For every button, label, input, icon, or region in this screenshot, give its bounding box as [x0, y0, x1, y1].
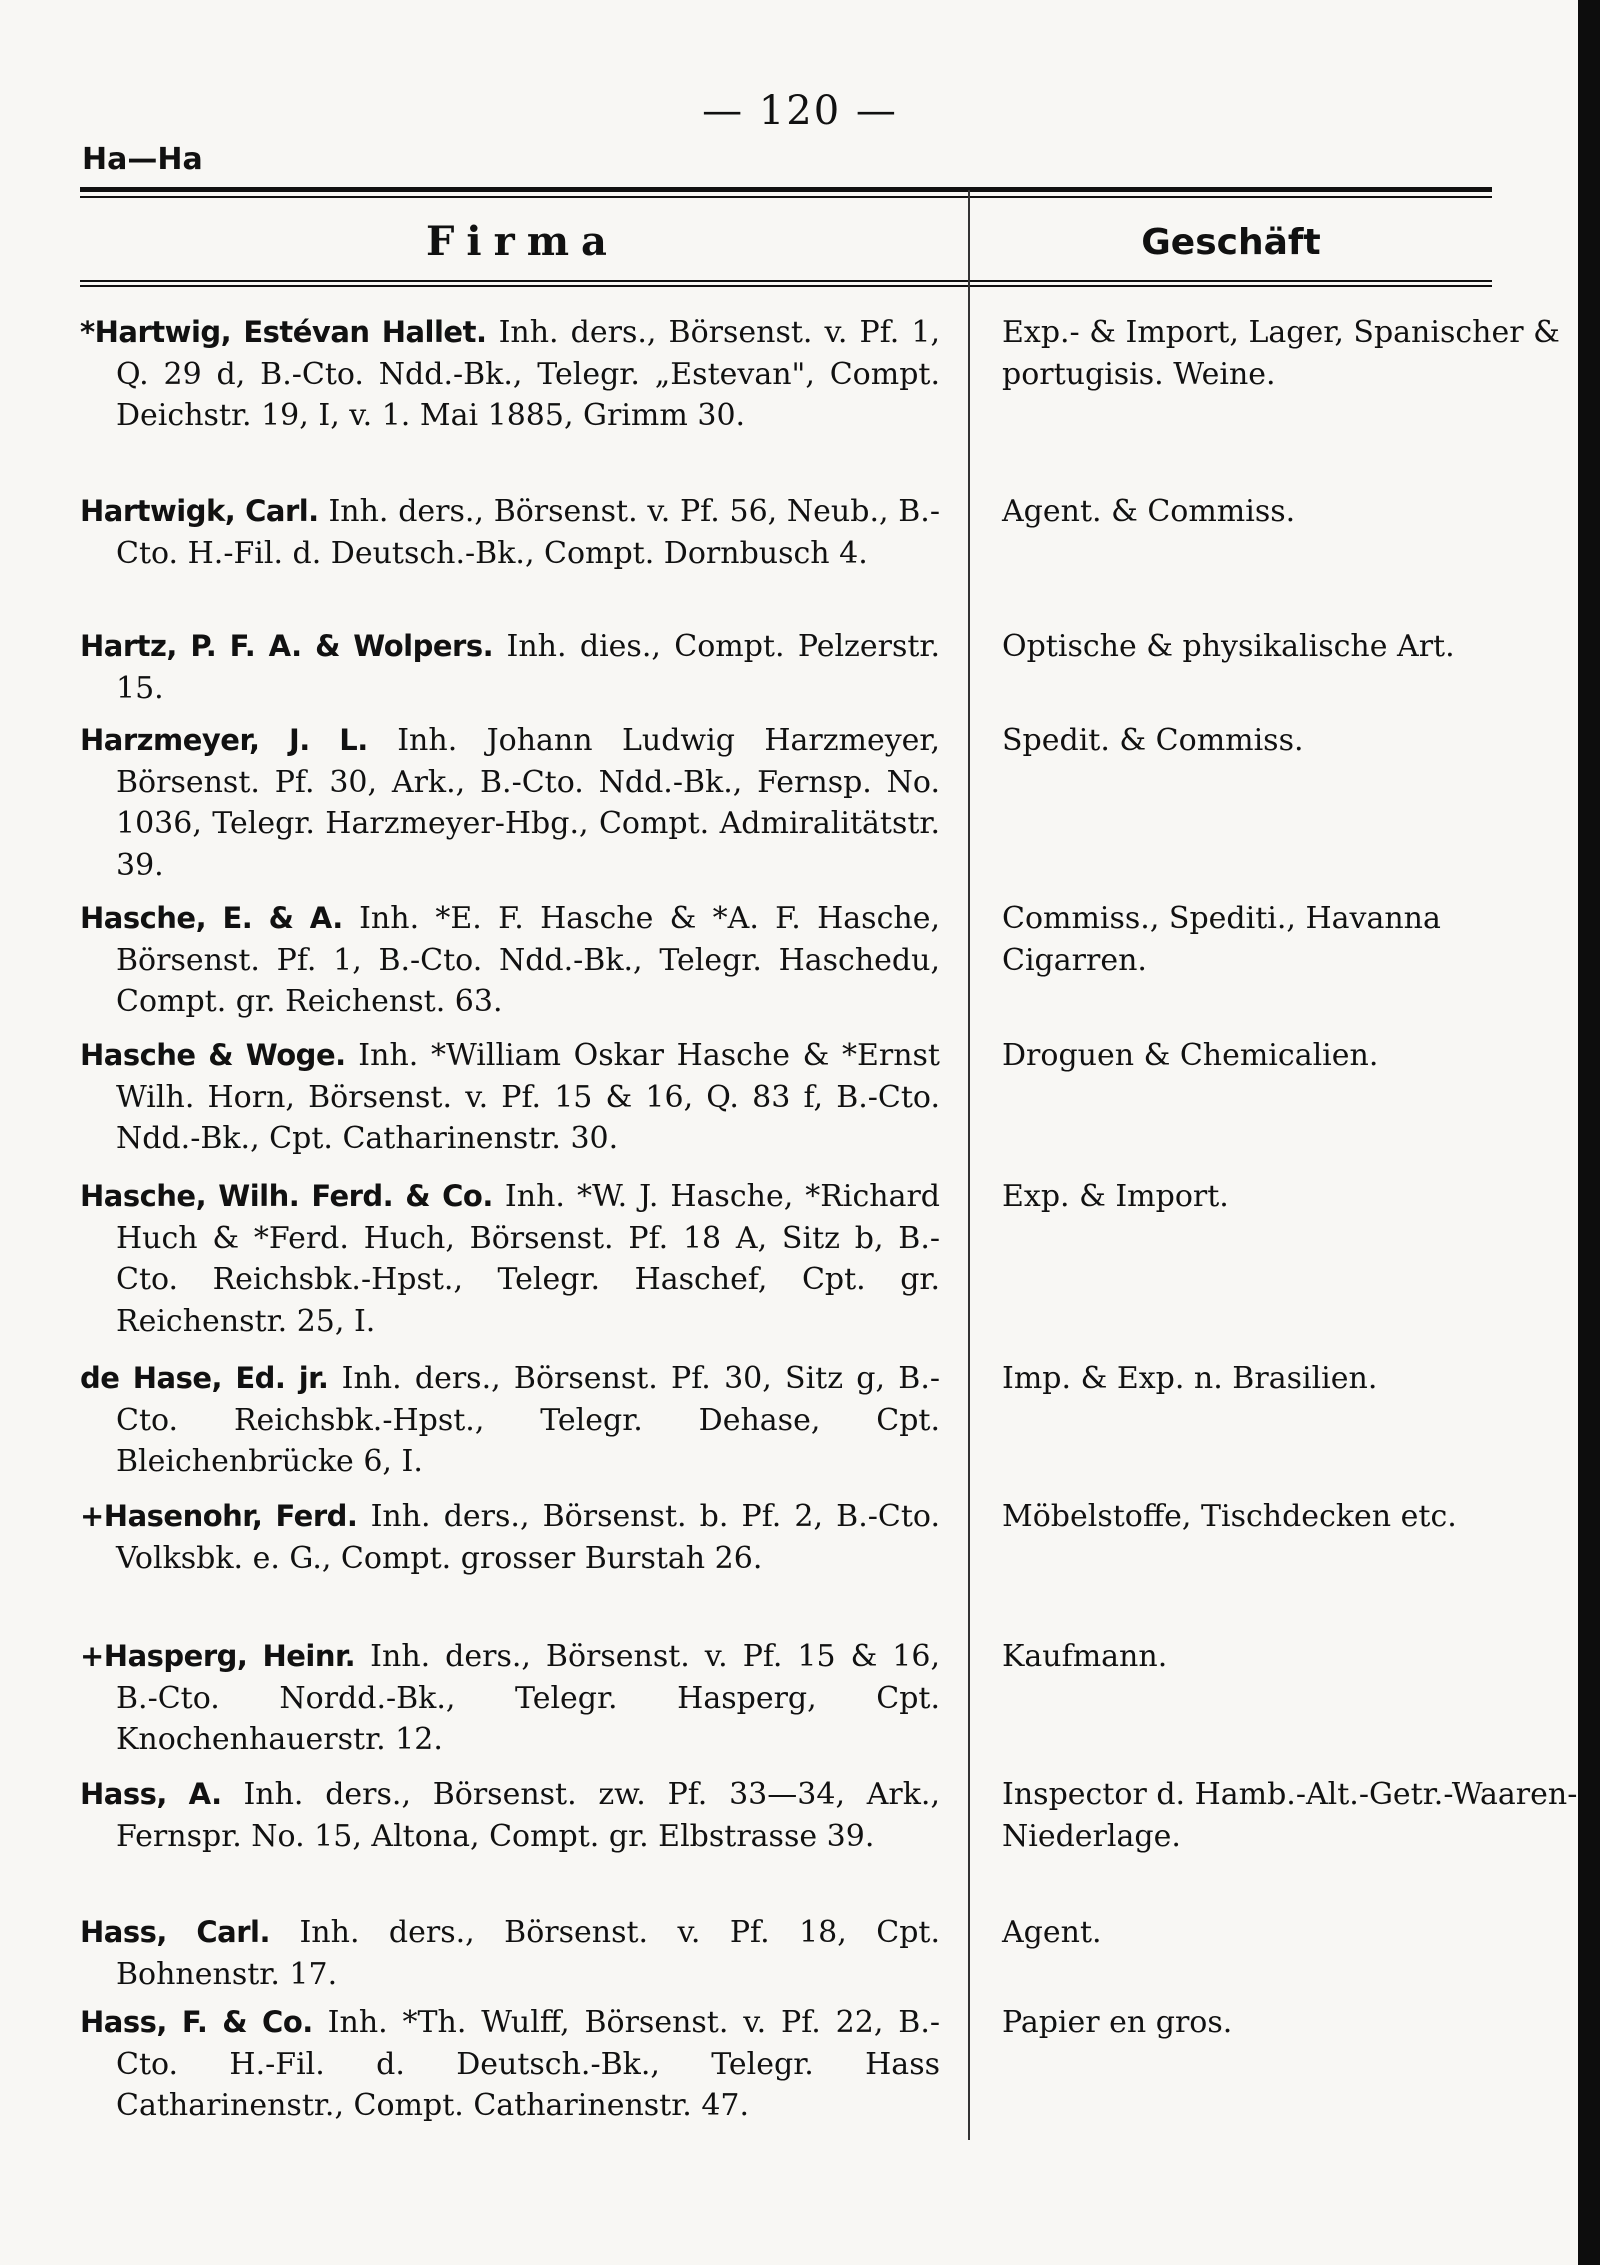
firm-details: Inh. ders., Börsenst. Pf. 30, Sitz g, B.-Cto. Reichsbk.-Hpst., Telegr. Dehase, Cpt. Bleichenbrücke 6, I. [116, 1361, 940, 1479]
firm-cell [80, 1035, 940, 1160]
firm-details: Inh. ders., Börsenst. v. Pf. 1, Q. 29 d, B.-Cto. Ndd.-Bk., Telegr. „Estevan", Compt. Deichstr. 19, I, v. 1. Mai 1885, Grimm 30. [116, 315, 941, 433]
business-text: Exp.- & Import, Lager, Spanischer & portugisis. Weine. [1002, 315, 1560, 392]
column-header-rule-thin [80, 285, 1492, 287]
business-text: Droguen & Chemicalien. [1002, 1038, 1379, 1073]
firm-cell [80, 1636, 940, 1761]
firm-name: de Hase, Ed. jr. [80, 1361, 329, 1395]
business-cell [1002, 1912, 1592, 1954]
firm-cell [80, 1774, 940, 1857]
firm-cell [80, 626, 940, 709]
firm-name: *Hartwig, Estévan Hallet. [80, 315, 487, 349]
business-text: Exp. & Import. [1002, 1179, 1229, 1214]
business-text: Kaufmann. [1002, 1639, 1168, 1674]
business-cell [1002, 1774, 1592, 1857]
business-text: Spedit. & Commiss. [1002, 723, 1304, 758]
firm-cell [80, 1176, 940, 1342]
header-rule [80, 187, 1492, 192]
firm-name: Hass, Carl. [80, 1915, 270, 1949]
column-header-geschaeft: Geschäft [1141, 222, 1321, 263]
firm-cell [80, 2002, 940, 2127]
firm-name: Hartz, P. F. A. & Wolpers. [80, 629, 494, 663]
firm-cell [80, 720, 940, 886]
column-header-firma: Firma [426, 218, 619, 265]
firm-name: Hass, A. [80, 1777, 222, 1811]
firm-name: Harzmeyer, J. L. [80, 723, 368, 757]
business-cell [1002, 1035, 1592, 1077]
firm-cell [80, 1358, 940, 1483]
firm-name: +Hasenohr, Ferd. [80, 1499, 358, 1533]
business-text: Möbelstoffe, Tischdecken etc. [1002, 1499, 1457, 1534]
firm-cell [80, 312, 940, 437]
business-text: Papier en gros. [1002, 2005, 1233, 2040]
firm-details: Inh. ders., Börsenst. zw. Pf. 33—34, Ark., Fernspr. No. 15, Altona, Compt. gr. Elbstrasse 39. [116, 1777, 940, 1854]
column-header-rule [80, 280, 1492, 282]
business-text: Optische & physikalische Art. [1002, 629, 1455, 664]
firm-details: Inh. ders., Börsenst. v. Pf. 18, Cpt. Bohnenstr. 17. [116, 1915, 940, 1992]
business-cell [1002, 1358, 1592, 1400]
firm-details: Inh. *E. F. Hasche & *A. F. Hasche, Börsenst. Pf. 1, B.-Cto. Ndd.-Bk., Telegr. Haschedu, Compt. gr. Reichenst. 63. [116, 901, 940, 1019]
firm-name: Hasche, Wilh. Ferd. & Co. [80, 1179, 493, 1213]
business-text: Agent. & Commiss. [1002, 494, 1296, 529]
firm-name: Hasche, E. & A. [80, 901, 343, 935]
business-cell [1002, 1496, 1592, 1538]
firm-details: Inh. *Th. Wulff, Börsenst. v. Pf. 22, B.-Cto. H.-Fil. d. Deutsch.-Bk., Telegr. Hass Catharinenstr., Compt. Catharinenstr. 47. [116, 2005, 940, 2123]
firm-details: Inh. *W. J. Hasche, *Richard Huch & *Ferd. Huch, Börsenst. Pf. 18 A, Sitz b, B.-Cto. Reichsbk.-Hpst., Telegr. Haschef, Cpt. gr. Reichenstr. 25, I. [116, 1179, 940, 1339]
firm-details: Inh. ders., Börsenst. v. Pf. 56, Neub., B.-Cto. H.-Fil. d. Deutsch.-Bk., Compt. Dornbusch 4. [116, 494, 940, 571]
business-cell [1002, 2002, 1592, 2044]
firm-cell [80, 1912, 940, 1995]
business-cell [1002, 626, 1592, 668]
firm-cell [80, 898, 940, 1023]
firm-name: Hass, F. & Co. [80, 2005, 313, 2039]
column-divider [968, 190, 970, 2140]
firm-name: +Hasperg, Heinr. [80, 1639, 356, 1673]
header-rule-thin [80, 196, 1492, 198]
firm-details: Inh. Johann Ludwig Harzmeyer, Börsenst. Pf. 30, Ark., B.-Cto. Ndd.-Bk., Fernsp. No. 1036, Telegr. Harzmeyer-Hbg., Compt. Admiralitätstr. 39. [116, 723, 940, 883]
firm-details: Inh. dies., Compt. Pelzerstr. 15. [116, 629, 940, 706]
firm-details: Inh. ders., Börsenst. v. Pf. 15 & 16, B.-Cto. Nordd.-Bk., Telegr. Hasperg, Cpt. Knochenhauerstr. 12. [116, 1639, 940, 1757]
firm-details: Inh. *William Oskar Hasche & *Ernst Wilh. Horn, Börsenst. v. Pf. 15 & 16, Q. 83 f, B.-Cto. Ndd.-Bk., Cpt. Catharinenstr. 30. [116, 1038, 940, 1156]
firm-name: Hasche & Woge. [80, 1038, 346, 1072]
alphabet-range: Ha—Ha [82, 142, 203, 177]
business-cell [1002, 898, 1592, 981]
page-number: — 120 — [702, 88, 898, 134]
business-cell [1002, 1176, 1592, 1218]
business-text: Agent. [1002, 1915, 1102, 1950]
business-text: Commiss., Spediti., Havanna Cigarren. [1002, 901, 1441, 978]
business-cell [1002, 312, 1592, 395]
firm-details: Inh. ders., Börsenst. b. Pf. 2, B.-Cto. Volksbk. e. G., Compt. grosser Burstah 26. [116, 1499, 940, 1576]
firm-name: Hartwigk, Carl. [80, 494, 319, 528]
business-cell [1002, 1636, 1592, 1678]
firm-cell [80, 1496, 940, 1579]
business-cell [1002, 720, 1592, 762]
business-text: Inspector d. Hamb.-Alt.-Getr.-Waaren-Niederlage. [1002, 1777, 1578, 1854]
business-text: Imp. & Exp. n. Brasilien. [1002, 1361, 1378, 1396]
business-cell [1002, 491, 1592, 533]
firm-cell [80, 491, 940, 574]
